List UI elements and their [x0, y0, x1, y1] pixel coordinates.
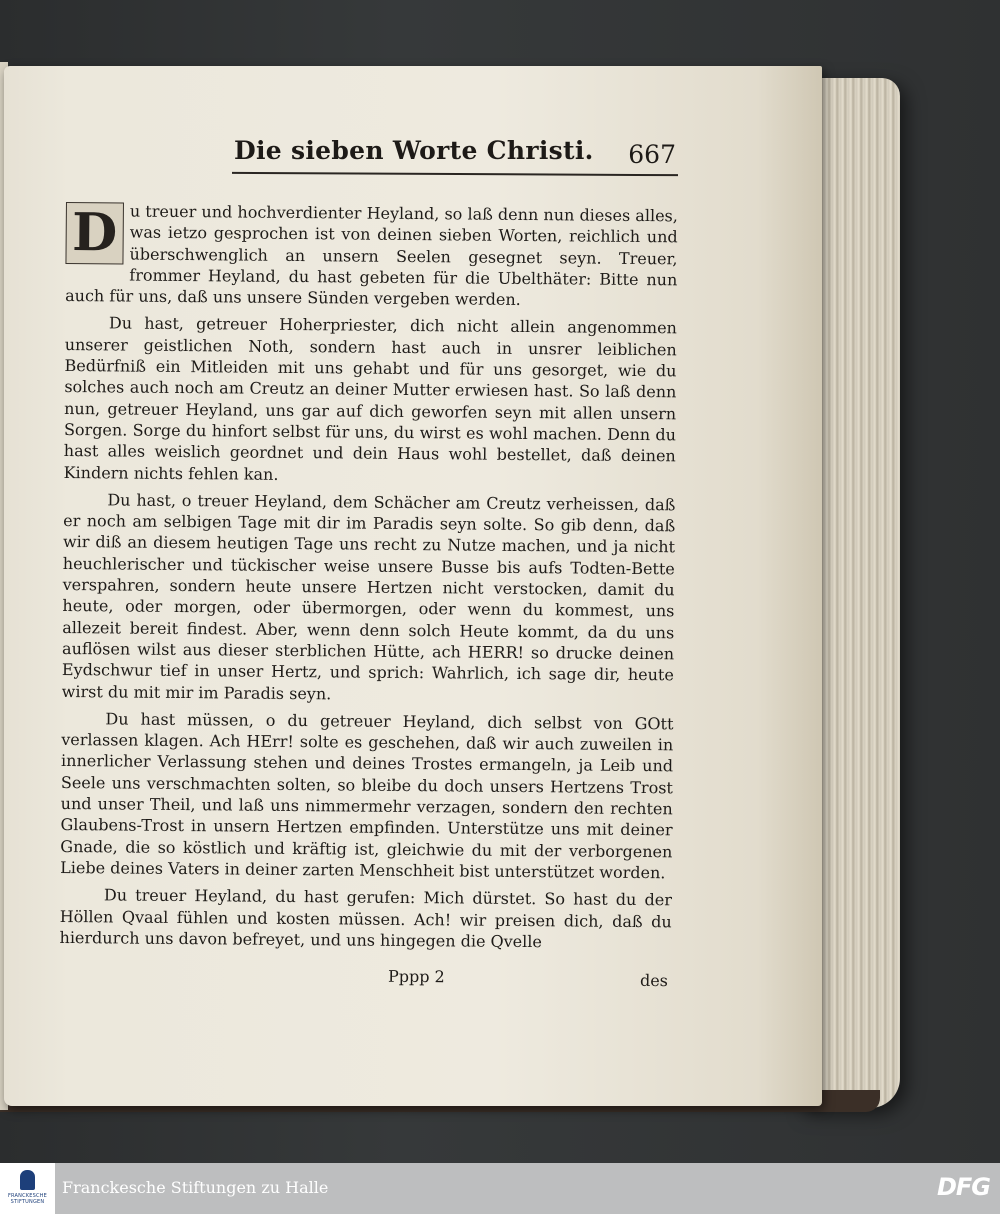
signature-mark: Pppp 2 — [387, 966, 445, 987]
paragraph — [65, 200, 678, 312]
institution-name[interactable]: Franckesche Stiftungen zu Halle — [62, 1178, 329, 1197]
body-text — [59, 200, 678, 959]
paragraph: Du hast, o treuer Heyland, dem Schächer am Creutz verheissen, daß er noch am selbigen Tage mit dir im Paradis seyn solte. So gib denn, daß wir diß an diesem heutigen Tage uns recht zu Nutze machen, und ja nicht heuchlerischer und tückischer weise unsere Busse bis aufs Todten-Bette verspahren, sondern heute unsere Hertzen nicht verstocken, damit du heute, oder morgen, oder übermorgen, oder wenn du kommest, uns allezeit bereit findest. Aber, wenn denn solch Heute kommt, da du uns auflösen wilst aus dieser sterblichen Hütte, ach HERR! so drucke deinen Eydschwur tief in unser Hertz, und sprich: Wahrlich, ich sage dir, heute wirst du mit mir im Paradis seyn. — [61, 490, 676, 703]
paragraph: Du treuer Heyland, du hast gerufen: Mich dürstet. So hast du der Höllen Qvaal fühlen und kosten müssen. Ach! wir preisen dich, daß du hierdurch uns davon befreyet, und uns hingegen die Qvelle — [59, 885, 672, 951]
header-rule — [232, 172, 678, 176]
running-head — [232, 136, 678, 176]
catchword: des — [639, 970, 669, 991]
paragraph: Du hast, getreuer Hoherpriester, dich nicht allein angenommen unserer geistlichen Noth, sondern hast auch in unsrer leiblichen Bedürfniß ein Mitleiden mit uns gehabt und für uns gesorget, wie du solches auch noch am Creutz an deiner Mutter erwiesen hast. So laß denn nun, getreuer Heyland, uns gar auf dich geworfen seyn mit allen unsern Sorgen. Sorge du hinfort selbst für uns, du wirst es wohl machen. Denn du hast alles weislich geordnet und dein Haus wohl bestellet, daß deinen Kindern nichts fehlen kan. — [63, 313, 677, 484]
running-title: Die sieben Worte Christi. — [234, 136, 594, 165]
footer-bar — [0, 1163, 1000, 1214]
paragraph-text: u treuer und hochverdienter Heyland, so laß denn nun dieses alles, was ietzo gesprochen ist von deinen sieben Worten, reichlich und überschwenglich an unsern Seelen gesegnet seyn. Treuer, frommer Heyland, du hast gebeten für die Ubelthäter: Bitte nun auch für uns, daß uns unsere Sünden vergeben werden. — [65, 201, 678, 310]
page-number: 667 — [628, 140, 676, 169]
franckesche-stiftungen-logo[interactable] — [0, 1163, 55, 1214]
logo-text: FRANCKESCHE STIFTUNGEN — [7, 1193, 48, 1205]
decorated-initial: D — [65, 202, 124, 265]
dfg-logo[interactable]: DFG — [936, 1173, 990, 1201]
emblem-icon — [20, 1170, 35, 1190]
paragraph: Du hast müssen, o du getreuer Heyland, dich selbst von GOtt verlassen klagen. Ach HErr! solte es geschehen, daß wir auch zuweilen in innerlicher Verlassung stehen und deines Trostes ermangeln, ja Leib und Seele uns verschmachten solten, so bleibe du doch unsers Hertzens Trost und unser Theil, und laß uns nimmermehr verzagen, sondern den rechten Glaubens-Trost in unsern Hertzen empfinden. Unterstütze uns mit deiner Gnade, die so köstlich und kräftig ist, gleichwie du mit der verborgenen Liebe deines Vaters in deiner zarten Menschheit bist unterstützet worden. — [60, 709, 674, 883]
